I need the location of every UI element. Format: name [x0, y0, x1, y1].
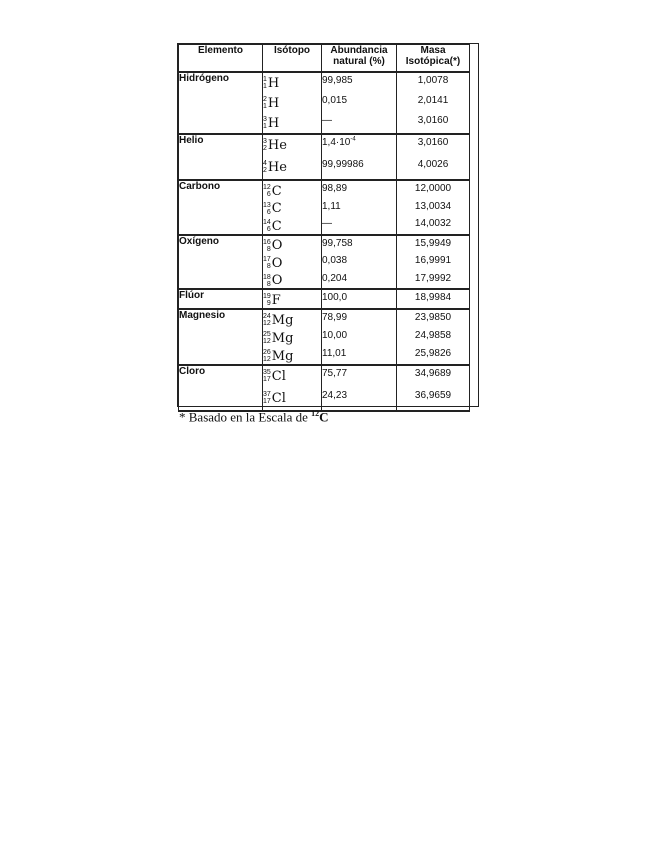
element-symbol: He [267, 159, 287, 175]
mass-value: 36,9659 [414, 390, 452, 401]
isotope-cell [263, 157, 322, 180]
element-name-cell [179, 134, 263, 157]
element-name-cell [179, 235, 263, 254]
element-name: Magnesio [179, 310, 226, 321]
element-name: Flúor [179, 290, 204, 301]
nuclide-notation [263, 96, 279, 111]
mass-number: 4 [263, 160, 267, 167]
atomic-number: 12 [263, 338, 271, 345]
table-body [179, 72, 470, 411]
mass-cell [397, 93, 470, 113]
mass-value: 25,9826 [414, 348, 452, 359]
table-row [179, 157, 470, 180]
table-row [179, 72, 470, 93]
isotope-cell [263, 388, 322, 411]
table-row [179, 180, 470, 199]
element-symbol: F [271, 292, 281, 308]
mass-number: 12 [263, 184, 271, 191]
atomic-number: 1 [263, 83, 267, 90]
element-symbol: He [267, 137, 287, 153]
mass-number: 17 [263, 256, 271, 263]
element-name-cell [179, 309, 263, 328]
mass-value: 17,9992 [414, 272, 452, 284]
mass-cell [397, 134, 470, 157]
mass-value: 13,0034 [414, 200, 452, 212]
mass-value: 14,0032 [414, 218, 452, 229]
abundance-cell [322, 289, 397, 309]
mass-cell [397, 388, 470, 411]
header-masa: Masa Isotópica(*) [397, 45, 470, 73]
abundance-value: 0,038 [322, 255, 348, 266]
atomic-number: 6 [266, 226, 271, 233]
abundance-value: 10,00 [322, 330, 348, 341]
abundance-cell [322, 72, 397, 93]
abundance-cell [322, 134, 397, 157]
element-symbol: O [271, 238, 283, 253]
mass-cell [397, 309, 470, 328]
mass-value: 34,9689 [414, 368, 452, 379]
abundance-cell [322, 388, 397, 411]
abundance-cell [322, 157, 397, 180]
element-name: Hidrógeno [179, 73, 229, 84]
atomic-number: 12 [263, 356, 271, 363]
isotope-cell [263, 180, 322, 199]
abundance-value: 98,89 [322, 183, 348, 194]
mass-value: 3,0160 [417, 137, 449, 148]
abundance-value: — [322, 218, 332, 229]
mass-cell [397, 157, 470, 180]
element-name: Carbono [179, 181, 221, 192]
atomic-number: 1 [263, 103, 267, 110]
abundance-value: 0,015 [322, 95, 348, 106]
element-name-cell [179, 157, 263, 180]
atomic-number: 12 [263, 320, 271, 327]
element-name: Oxígeno [179, 235, 220, 247]
mass-number: 13 [263, 201, 271, 209]
mass-value: 4,0026 [417, 159, 449, 170]
mass-value: 15,9949 [414, 237, 452, 249]
nuclide-notation [263, 76, 279, 91]
element-name-cell [179, 253, 263, 271]
element-symbol: H [267, 95, 280, 111]
element-symbol: H [267, 115, 280, 131]
isotope-cell [263, 271, 322, 290]
mass-number: 19 [263, 293, 271, 300]
table-row [179, 365, 470, 388]
atomic-number: 2 [263, 145, 267, 152]
mass-cell [397, 72, 470, 93]
abundance-value: 75,77 [322, 368, 348, 379]
mass-value: 24,9858 [414, 330, 452, 341]
table-row [179, 309, 470, 328]
mass-number: 35 [263, 369, 271, 376]
nuclide-notation [263, 184, 282, 199]
isotope-cell [263, 72, 322, 93]
footnote: * Basado en la Escala de $^{12}$C [179, 409, 329, 425]
mass-value: 2,0141 [417, 95, 449, 106]
mass-value: 23,9850 [414, 312, 452, 323]
atomic-number: 9 [266, 300, 271, 307]
isotope-cell [263, 113, 322, 134]
mass-number: 26 [263, 349, 271, 356]
element-name-cell [179, 365, 263, 388]
mass-number: 14 [263, 219, 271, 226]
atomic-number: 6 [266, 208, 271, 216]
mass-number: 18 [263, 273, 271, 281]
isotope-cell [263, 134, 322, 157]
table-row [179, 346, 470, 365]
abundance-cell [322, 216, 397, 235]
mass-value: 16,9991 [414, 255, 452, 266]
element-name-cell [179, 72, 263, 93]
nuclide-notation [263, 219, 282, 234]
nuclide-notation [263, 313, 293, 328]
table-header-row [179, 45, 470, 73]
nuclide-notation [263, 201, 282, 216]
table-row [179, 235, 470, 254]
element-symbol: Mg [271, 348, 294, 364]
nuclide-notation [263, 331, 293, 346]
element-name-cell [179, 289, 263, 309]
nuclide-notation [263, 273, 282, 288]
nuclide-notation [263, 116, 279, 131]
mass-value: 18,9984 [414, 292, 452, 303]
nuclide-notation [263, 391, 286, 406]
header-abundancia: Abundancia natural (%) [322, 45, 397, 73]
table-row [179, 93, 470, 113]
isotope-cell [263, 253, 322, 271]
nuclide-notation [263, 349, 293, 364]
mass-cell [397, 113, 470, 134]
mass-number: 2 [263, 96, 267, 103]
table-row [179, 134, 470, 157]
mass-number: 3 [263, 138, 267, 145]
atomic-number: 8 [266, 245, 271, 253]
isotope-cell [263, 93, 322, 113]
element-name: Cloro [179, 366, 206, 377]
abundance-value: 78,99 [322, 312, 348, 323]
abundance-value: 24,23 [322, 390, 348, 401]
atomic-number: 8 [266, 280, 271, 288]
atomic-number: 6 [266, 191, 271, 198]
nuclide-notation [263, 138, 287, 153]
abundance-cell [322, 271, 397, 290]
element-name-cell [179, 388, 263, 411]
mass-cell [397, 271, 470, 290]
element-name-cell [179, 346, 263, 365]
mass-value: 3,0160 [417, 115, 449, 126]
nuclide-notation [263, 256, 282, 271]
mass-cell [397, 346, 470, 365]
table-row [179, 199, 470, 217]
element-name-cell [179, 216, 263, 235]
element-name-cell [179, 113, 263, 134]
mass-value: 12,0000 [414, 183, 452, 194]
isotope-cell [263, 328, 322, 346]
element-name-cell [179, 93, 263, 113]
abundance-value: — [322, 115, 332, 126]
abundance-cell [322, 253, 397, 271]
table-row [179, 113, 470, 134]
mass-cell [397, 216, 470, 235]
isotope-cell [263, 346, 322, 365]
element-name-cell [179, 180, 263, 199]
mass-cell [397, 365, 470, 388]
mass-cell [397, 180, 470, 199]
mass-cell [397, 235, 470, 254]
atomic-number: 8 [266, 263, 271, 270]
mass-number: 24 [263, 313, 271, 320]
abundance-cell [322, 309, 397, 328]
mass-number: 3 [263, 116, 267, 123]
nuclide-notation [263, 293, 281, 308]
abundance-cell [322, 113, 397, 134]
element-symbol: C [271, 183, 282, 199]
element-name-cell [179, 271, 263, 290]
isotope-cell [263, 216, 322, 235]
element-name-cell [179, 328, 263, 346]
mass-value: 1,0078 [417, 75, 449, 86]
abundance-value: 99,99986 [322, 159, 364, 170]
element-symbol: C [271, 218, 282, 234]
abundance-value: 1,11 [322, 200, 341, 212]
mass-number: 25 [263, 331, 271, 338]
element-symbol: H [267, 75, 280, 91]
mass-cell [397, 253, 470, 271]
atomic-number: 17 [263, 376, 271, 383]
abundance-value: 0,204 [322, 272, 348, 284]
element-symbol: O [271, 273, 283, 288]
table-row [179, 271, 470, 290]
abundance-value: 11,01 [322, 348, 347, 359]
atomic-number: 1 [263, 123, 267, 130]
atomic-number: 17 [263, 398, 271, 405]
abundance-cell [322, 365, 397, 388]
mass-number: 16 [263, 238, 271, 246]
table-row [179, 289, 470, 309]
abundance-cell [322, 235, 397, 254]
abundance-cell [322, 346, 397, 365]
abundance-value: 99,758 [322, 237, 353, 249]
abundance-cell [322, 180, 397, 199]
element-symbol: Cl [271, 368, 286, 384]
isotope-cell [263, 199, 322, 217]
element-symbol: Cl [271, 390, 286, 406]
atomic-number: 2 [263, 167, 267, 174]
isotope-cell [263, 365, 322, 388]
header-isotopo: Isótopo [263, 45, 322, 73]
abundance-cell [322, 199, 397, 217]
isotope-cell [263, 235, 322, 254]
abundance-value: 99,985 [322, 75, 353, 86]
element-symbol: C [271, 201, 282, 216]
table-row [179, 328, 470, 346]
isotope-table-frame [177, 43, 479, 407]
mass-number: 1 [263, 76, 267, 83]
mass-cell [397, 199, 470, 217]
header-elemento: Elemento [179, 45, 263, 73]
element-name: Helio [179, 135, 204, 146]
abundance-value: 1,4·10 [322, 137, 351, 148]
element-name-cell [179, 199, 263, 217]
table-row [179, 253, 470, 271]
table-row [179, 388, 470, 411]
isotope-table [178, 44, 470, 412]
abundance-cell [322, 93, 397, 113]
isotope-cell [263, 289, 322, 309]
element-symbol: Mg [271, 330, 294, 346]
nuclide-notation [263, 369, 286, 384]
nuclide-notation [263, 160, 287, 175]
element-symbol: O [271, 255, 283, 271]
abundance-exponent: -4 [350, 136, 356, 143]
abundance-cell [322, 328, 397, 346]
abundance-value: 100,0 [322, 292, 348, 303]
nuclide-notation [263, 238, 282, 253]
isotope-cell [263, 309, 322, 328]
mass-number: 37 [263, 391, 271, 398]
table-row [179, 216, 470, 235]
mass-cell [397, 289, 470, 309]
element-symbol: Mg [271, 312, 294, 328]
mass-cell [397, 328, 470, 346]
